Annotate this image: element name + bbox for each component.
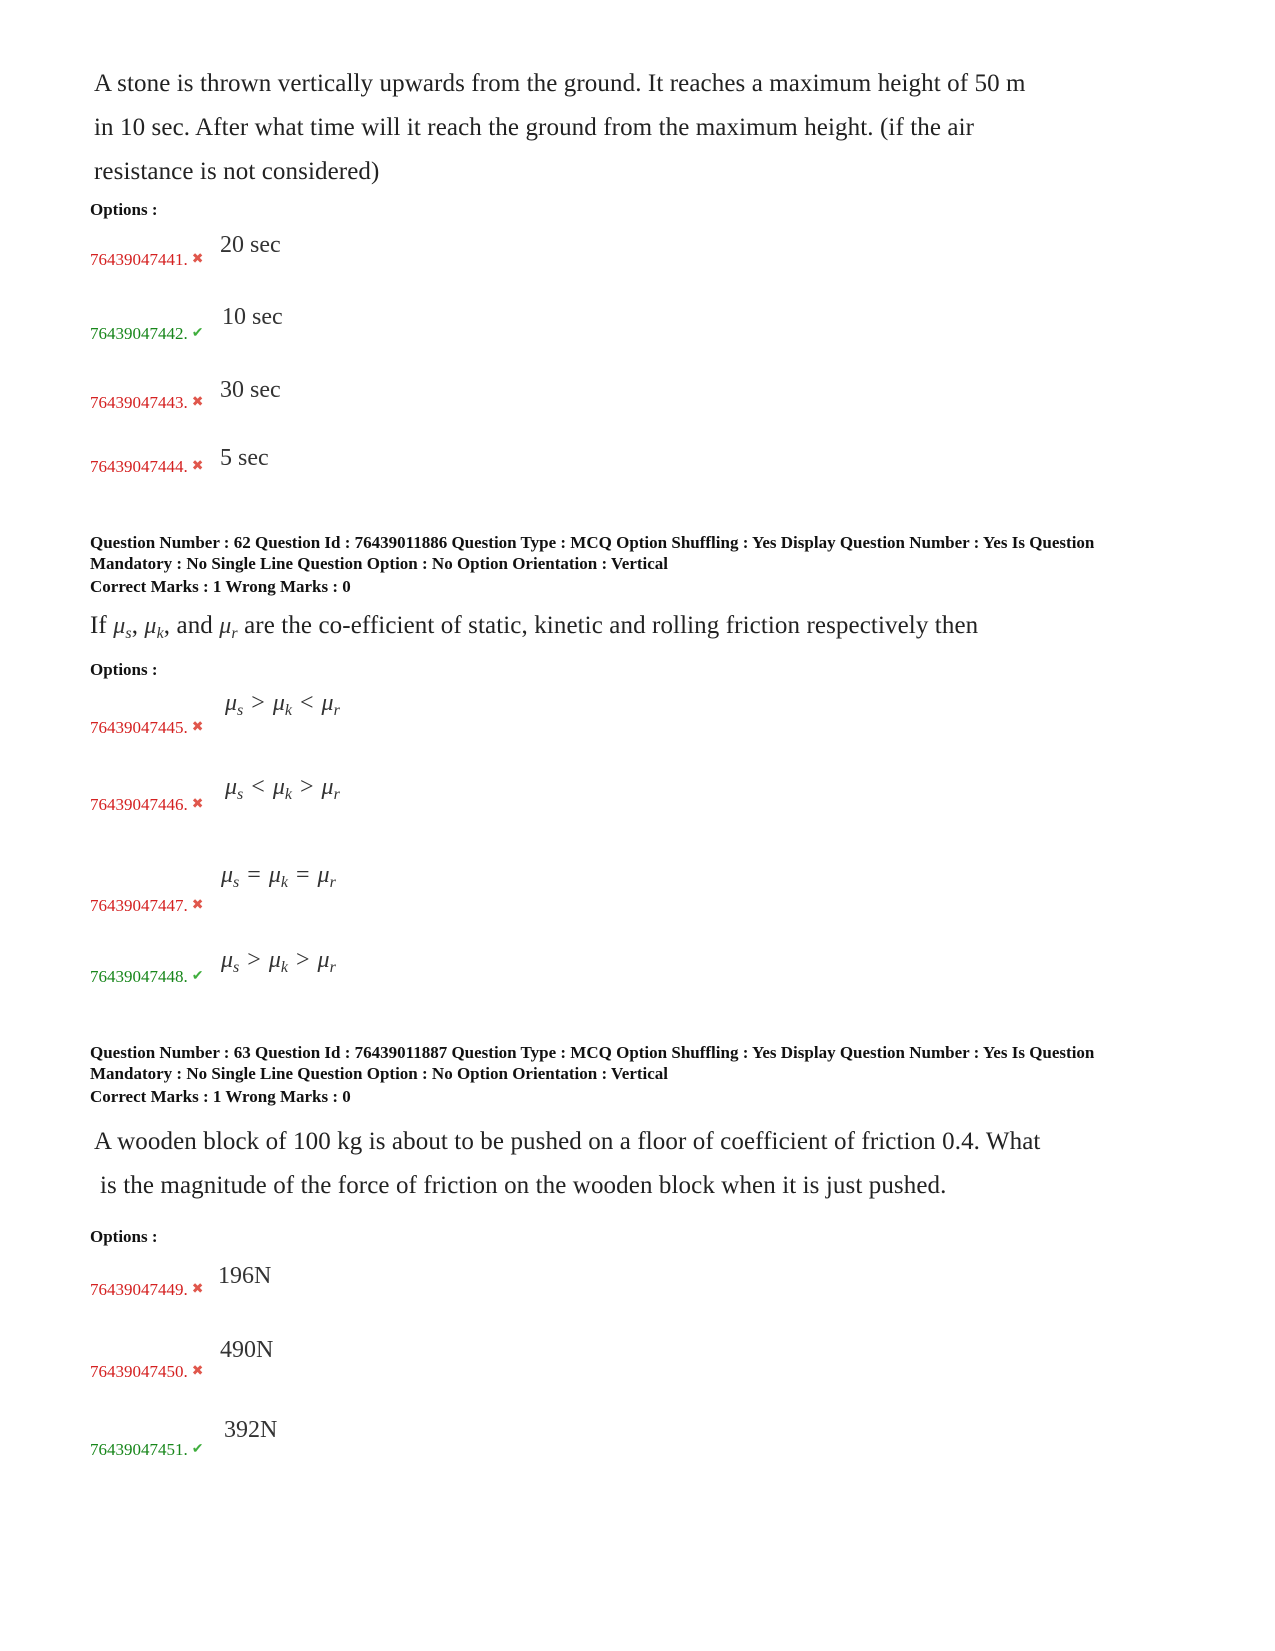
question-61-text <box>94 62 1194 194</box>
option-row[interactable] <box>90 393 203 413</box>
question-63-line-1: A wooden block of 100 kg is about to be pushed on a floor of coefficient of friction 0.4. What <box>94 1128 1041 1155</box>
check-icon: ✔ <box>191 969 204 984</box>
option-id: 76439047444. <box>90 457 188 476</box>
question-61-line-1: A stone is thrown vertically upwards from the ground. It reaches a maximum height of 50 m <box>94 70 1026 97</box>
question-61-line-2: in 10 sec. After what time will it reach the ground from the maximum height. (if the air <box>94 114 975 141</box>
option-id: 76439047441. <box>90 250 188 269</box>
option-id: 76439047449. <box>90 1280 188 1299</box>
option-row[interactable] <box>90 250 203 270</box>
cross-icon: ✖ <box>191 797 204 812</box>
option-row[interactable] <box>90 324 203 344</box>
option-row[interactable] <box>90 896 203 916</box>
question-62-and: and <box>176 612 213 639</box>
cross-icon: ✖ <box>191 395 204 410</box>
option-answer: 490N <box>220 1337 274 1363</box>
option-id: 76439047450. <box>90 1362 188 1381</box>
option-id: 76439047448. <box>90 967 188 986</box>
cross-icon: ✖ <box>191 898 204 913</box>
question-62-prefix: If <box>90 612 107 639</box>
option-answer: 10 sec <box>222 304 283 330</box>
mu-s-symbol: $\mu_s$ <box>113 613 132 642</box>
option-row[interactable] <box>90 795 203 815</box>
option-answer: 392N <box>224 1417 278 1443</box>
question-63-meta-line-1: Question Number : 63 Question Id : 76439011887 Question Type : MCQ Option Shuffling : Yes Display Question Number : Yes Is Question <box>90 1043 1095 1062</box>
option-id: 76439047442. <box>90 324 188 343</box>
option-answer: 5 sec <box>220 445 269 471</box>
question-61-options-label: Options : <box>90 200 158 219</box>
mu-r-symbol: $\mu_r$ <box>219 613 238 642</box>
option-formula: $\mu_s > \mu_k < \mu_r$ <box>225 690 340 719</box>
question-62-text <box>90 604 978 656</box>
question-63-options-label: Options : <box>90 1227 158 1246</box>
separator: , <box>163 612 171 639</box>
mu-k-symbol: $\mu_k$ <box>144 613 164 642</box>
option-row[interactable] <box>90 1362 203 1382</box>
option-row[interactable] <box>90 718 203 738</box>
option-formula: $\mu_s < \mu_k > \mu_r$ <box>225 774 340 803</box>
cross-icon: ✖ <box>191 1282 204 1297</box>
option-answer: 20 sec <box>220 232 281 258</box>
option-id: 76439047446. <box>90 795 188 814</box>
question-62-meta <box>90 533 1240 598</box>
check-icon: ✔ <box>191 1442 204 1457</box>
option-formula: $\mu_s = \mu_k = \mu_r$ <box>221 862 336 891</box>
question-62-suffix: are the co-efficient of static, kinetic and rolling friction respectively then <box>244 612 979 639</box>
question-63-line-2: is the magnitude of the force of friction on the wooden block when it is just pushed. <box>100 1172 947 1199</box>
cross-icon: ✖ <box>191 720 204 735</box>
question-63-meta-line-2: Mandatory : No Single Line Question Option : No Option Orientation : Vertical <box>90 1063 669 1083</box>
separator: , <box>131 612 139 639</box>
cross-icon: ✖ <box>191 459 204 474</box>
option-id: 76439047445. <box>90 718 188 737</box>
option-row[interactable] <box>90 457 203 477</box>
question-63-meta <box>90 1043 1240 1108</box>
cross-icon: ✖ <box>191 252 204 267</box>
check-icon: ✔ <box>191 326 204 341</box>
question-62-options-label: Options : <box>90 660 158 679</box>
option-row[interactable] <box>90 1440 203 1460</box>
option-id: 76439047443. <box>90 393 188 412</box>
option-row[interactable] <box>90 1280 203 1300</box>
option-row[interactable] <box>90 967 203 987</box>
option-id: 76439047451. <box>90 1440 188 1459</box>
option-answer: 30 sec <box>220 377 281 403</box>
question-61-line-3: resistance is not considered) <box>94 158 380 185</box>
cross-icon: ✖ <box>191 1364 204 1379</box>
question-62-meta-line-2: Mandatory : No Single Line Question Option : No Option Orientation : Vertical <box>90 553 669 573</box>
question-62-marks: Correct Marks : 1 Wrong Marks : 0 <box>90 577 351 596</box>
option-answer: 196N <box>218 1263 272 1289</box>
option-formula: $\mu_s > \mu_k > \mu_r$ <box>221 947 336 976</box>
question-63-marks: Correct Marks : 1 Wrong Marks : 0 <box>90 1087 351 1106</box>
question-62-meta-line-1: Question Number : 62 Question Id : 76439011886 Question Type : MCQ Option Shuffling : Yes Display Question Number : Yes Is Question <box>90 533 1095 552</box>
question-63-text <box>94 1120 1194 1208</box>
option-id: 76439047447. <box>90 896 188 915</box>
